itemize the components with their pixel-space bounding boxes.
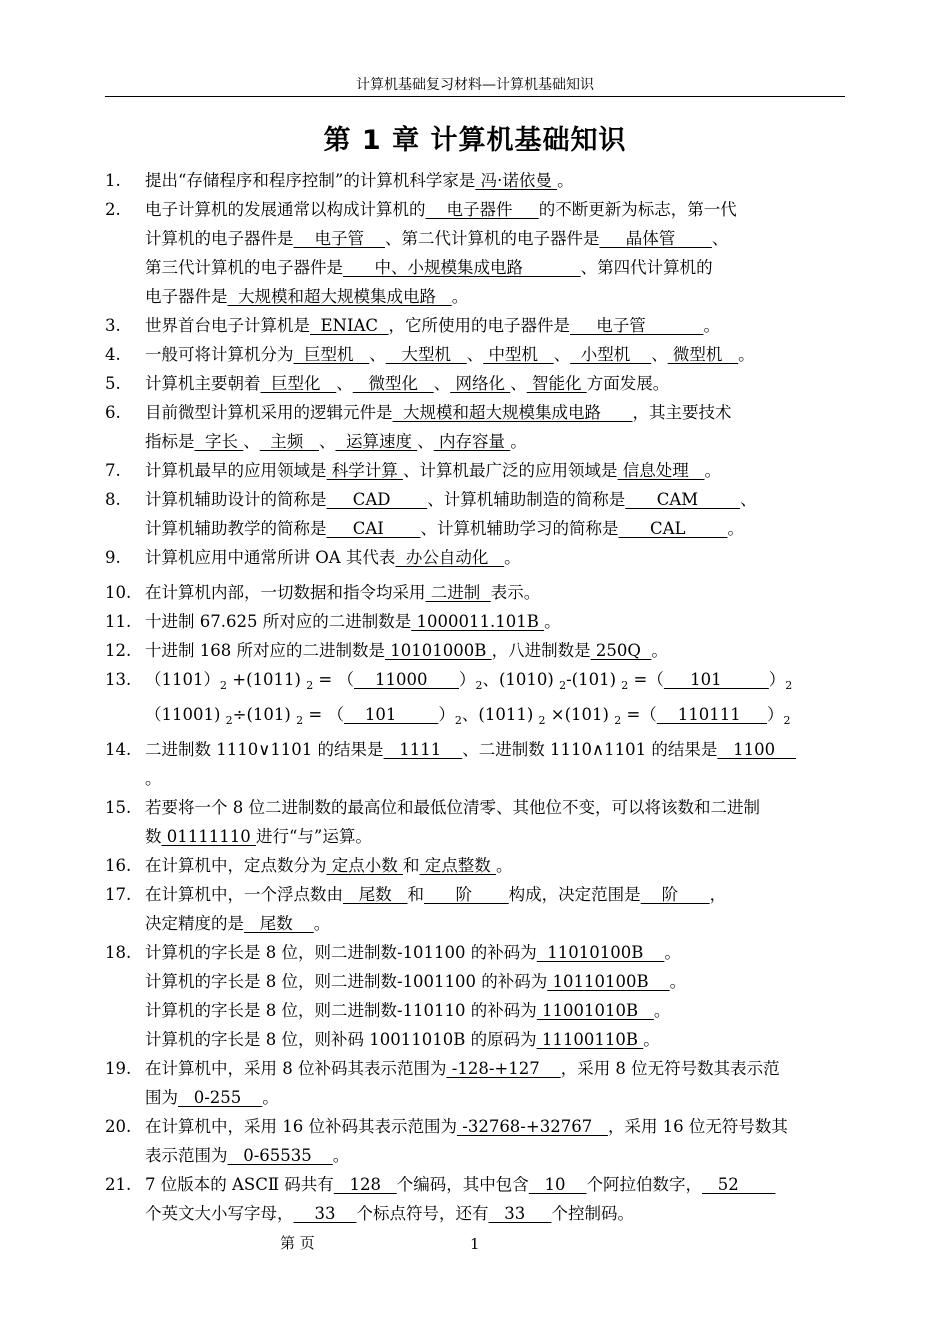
- text: 一般可将计算机分为: [145, 345, 294, 364]
- text: 在计算机内部，一切数据和指令均采用: [145, 583, 426, 602]
- text: 数: [145, 827, 162, 846]
- question-number: 13.: [105, 670, 132, 689]
- page-header: 计算机基础复习材料—计算机基础知识: [356, 77, 594, 93]
- answer-blank: 大规模和超大规模集成电路: [392, 403, 633, 422]
- text: 第三代计算机的电子器件是: [145, 258, 343, 277]
- question-number: 5.: [105, 374, 121, 393]
- subscript: 2: [783, 714, 791, 727]
- text: 、: [510, 374, 527, 393]
- text: 电子器件是: [145, 287, 228, 306]
- text: 。: [651, 641, 668, 660]
- text: 、: [651, 345, 668, 364]
- text: 十进制 67.625 所对应的二进制数是: [145, 612, 412, 631]
- answer-blank: 1111: [383, 740, 463, 759]
- question-number: 1.: [105, 171, 121, 190]
- answer-blank: CAL: [618, 519, 728, 538]
- answer-blank: 巨型机: [293, 345, 370, 364]
- text: 、第四代计算机的: [580, 258, 713, 277]
- text: 、: [466, 345, 484, 364]
- question-11: [105, 607, 850, 636]
- text: ，采用 8 位无符号数其表示范: [560, 1059, 780, 1078]
- text: 。: [510, 432, 527, 451]
- text: 。: [738, 345, 755, 364]
- question-10: [105, 578, 850, 607]
- answer-blank: 晶体管: [599, 229, 712, 248]
- question-17: [105, 880, 850, 938]
- answer-blank: 尾数: [244, 914, 314, 933]
- answer-blank: 10: [528, 1175, 587, 1194]
- answer-blank: 250Q: [590, 641, 652, 660]
- header-rule: [105, 96, 845, 97]
- question-number: 8.: [105, 490, 121, 509]
- subscript: 2: [296, 714, 304, 727]
- answer-blank: 内存容量: [433, 432, 511, 451]
- subscript: 2: [306, 679, 314, 692]
- text: 。: [145, 769, 162, 788]
- answer-blank: CAI: [326, 519, 421, 538]
- footer-page-number: 1: [470, 1235, 480, 1253]
- answer-blank: 101: [663, 670, 769, 689]
- answer-blank: 智能化: [526, 374, 587, 393]
- answer-blank: 办公自动化: [395, 548, 505, 567]
- text: ÷(101): [232, 705, 297, 724]
- text: 、(1011): [461, 705, 539, 724]
- answer-blank: 电子管: [293, 229, 385, 248]
- text: 。: [544, 612, 561, 631]
- question-4: [105, 340, 850, 369]
- text: 和: [407, 885, 424, 904]
- question-number: 18.: [105, 943, 132, 962]
- question-number: 21.: [105, 1175, 132, 1194]
- answer-blank: 二进制: [425, 583, 491, 602]
- text: 围为: [145, 1088, 178, 1107]
- answer-blank: 大型机: [385, 345, 467, 364]
- answer-blank: -128-+127: [446, 1059, 561, 1078]
- answer-blank: 定点整数: [419, 856, 496, 875]
- answer-blank: 字长: [194, 432, 244, 451]
- text: +(1011): [227, 670, 307, 689]
- answer-blank: 中、小规模集成电路: [343, 258, 581, 277]
- text: ）: [768, 670, 786, 689]
- text: 、第二代计算机的电子器件是: [384, 229, 600, 248]
- text: 提出“存储程序和程序控制”的计算机科学家是: [145, 171, 476, 190]
- text: 。: [262, 1088, 279, 1107]
- text: 。: [643, 1030, 660, 1049]
- question-1: [105, 166, 850, 195]
- question-number: 16.: [105, 856, 132, 875]
- answer-blank: 科学计算: [326, 461, 403, 480]
- question-18: [105, 938, 850, 1054]
- footer-page-label: 第 页: [280, 1234, 315, 1252]
- question-number: 6.: [105, 403, 121, 422]
- text: 。: [504, 548, 521, 567]
- subscript: 2: [538, 714, 546, 727]
- subscript: 2: [475, 679, 483, 692]
- question-15: [105, 793, 850, 851]
- question-number: 4.: [105, 345, 121, 364]
- question-3: [105, 311, 850, 340]
- text: 、: [243, 432, 260, 451]
- answer-blank: 11000: [354, 670, 459, 689]
- answer-blank: 01111110: [161, 827, 256, 846]
- subscript: 2: [454, 714, 462, 727]
- text: 、计算机最广泛的应用领域是: [403, 461, 618, 480]
- question-5: [105, 369, 850, 398]
- text: 、二进制数 1110∧1101 的结果是: [462, 740, 718, 759]
- text: 、: [318, 432, 336, 451]
- question-8: [105, 485, 850, 543]
- question-20: [105, 1112, 850, 1170]
- text: 个阿拉伯数字，: [586, 1175, 702, 1194]
- text: （11001): [145, 705, 226, 724]
- answer-blank: 运算速度: [335, 432, 418, 451]
- answer-blank: 0-65535: [227, 1146, 333, 1165]
- text: 构成，决定范围是: [508, 885, 641, 904]
- answer-blank: 阶: [423, 885, 509, 904]
- answer-blank: 主频: [259, 432, 319, 451]
- text: 。: [496, 856, 513, 875]
- answer-blank: ENIAC: [310, 316, 389, 335]
- question-19: [105, 1054, 850, 1112]
- text: 二进制数 1110∨1101 的结果是: [145, 740, 384, 759]
- text: 。: [332, 1146, 350, 1165]
- text: 个控制码。: [551, 1204, 634, 1223]
- text: 在计算机中，一个浮点数由: [145, 885, 343, 904]
- answer-blank: 定点小数: [326, 856, 403, 875]
- chapter-title: 第 1 章 计算机基础知识: [323, 125, 627, 156]
- subscript: 2: [621, 679, 629, 692]
- question-2: [105, 195, 850, 311]
- text: 计算机的字长是 8 位，则二进制数-1001100 的补码为: [145, 972, 548, 991]
- answer-blank: 11100110B: [536, 1030, 644, 1049]
- text: 、(1010): [482, 670, 560, 689]
- text: 在计算机中，采用 16 位补码其表示范围为: [145, 1117, 457, 1136]
- text: = （: [303, 705, 344, 724]
- answer-blank: -32768-+32767: [457, 1117, 608, 1136]
- answer-blank: 小型机: [570, 345, 652, 364]
- text: -(101): [566, 670, 622, 689]
- question-16: [105, 851, 850, 880]
- answer-blank: 101: [343, 705, 439, 724]
- text: 在计算机中，定点数分为: [145, 856, 327, 875]
- text: ，它所使用的电子器件是: [388, 316, 571, 335]
- text: 计算机辅助设计的简称是: [145, 490, 327, 509]
- answer-blank: 1100: [717, 740, 797, 759]
- answer-blank: 大规模和超大规模集成电路: [227, 287, 452, 306]
- text: 个标点符号，还有: [356, 1204, 489, 1223]
- text: ，采用 16 位无符号数其: [607, 1117, 788, 1136]
- text: 计算机的字长是 8 位，则二进制数-110110 的补码为: [145, 1001, 537, 1020]
- answer-blank: 微型机: [667, 345, 739, 364]
- question-number: 17.: [105, 885, 132, 904]
- question-number: 10.: [105, 583, 132, 602]
- text: 、: [740, 490, 757, 509]
- text: ，其主要技术: [632, 403, 732, 422]
- text: 、: [417, 432, 434, 451]
- text: 、: [433, 374, 451, 393]
- answer-blank: 网络化: [450, 374, 511, 393]
- answer-blank: 10101000B: [384, 641, 492, 660]
- text: 的不断更新为标志，第一代: [538, 200, 737, 219]
- answer-blank: 33: [488, 1204, 552, 1223]
- text: 。: [557, 171, 574, 190]
- text: 、: [553, 345, 571, 364]
- answer-blank: CAM: [625, 490, 741, 509]
- text: 7 位版本的 ASCⅡ 码共有: [145, 1175, 334, 1194]
- question-number: 11.: [105, 612, 132, 631]
- text: ，八进制数是: [491, 641, 591, 660]
- text: = （: [313, 670, 355, 689]
- question-6: [105, 398, 850, 456]
- text: 计算机的字长是 8 位，则补码 10011010B 的原码为: [145, 1030, 537, 1049]
- question-number: 9.: [105, 548, 121, 567]
- question-13: [105, 665, 850, 735]
- question-7: [105, 456, 850, 485]
- text: =（: [628, 670, 664, 689]
- text: 计算机辅助教学的简称是: [145, 519, 327, 538]
- answer-blank: 电子器件: [425, 200, 539, 219]
- question-list: [105, 166, 850, 1228]
- text: 。: [451, 287, 469, 306]
- subscript: 2: [220, 679, 227, 692]
- subscript: 2: [785, 679, 793, 692]
- answer-blank: CAD: [326, 490, 428, 509]
- question-14: [105, 735, 850, 793]
- text: 在计算机中，采用 8 位补码其表示范围为: [145, 1059, 447, 1078]
- answer-blank: 52: [701, 1175, 776, 1194]
- answer-blank: 11010100B: [536, 943, 665, 962]
- text: 若要将一个 8 位二进制数的最高位和最低位清零、其他位不变，可以将该数和二进制: [145, 798, 760, 817]
- text: 、计算机辅助制造的简称是: [427, 490, 626, 509]
- text: 计算机的电子器件是: [145, 229, 294, 248]
- answer-blank: 尾数: [343, 885, 408, 904]
- text: 、计算机辅助学习的简称是: [420, 519, 619, 538]
- text: ）: [766, 705, 784, 724]
- question-number: 20.: [105, 1117, 132, 1136]
- text: 计算机最早的应用领域是: [145, 461, 327, 480]
- question-number: 2.: [105, 200, 121, 219]
- text: 计算机主要朝着: [145, 374, 261, 393]
- text: 个英文大小写字母，: [145, 1204, 294, 1223]
- text: 和: [403, 856, 420, 875]
- text: ）: [458, 670, 476, 689]
- answer-blank: 冯·诺依曼: [475, 171, 558, 190]
- question-number: 19.: [105, 1059, 132, 1078]
- answer-blank: 中型机: [483, 345, 554, 364]
- question-number: 3.: [105, 316, 121, 335]
- text: 、: [711, 229, 729, 248]
- text: 计算机应用中通常所讲 OA 其代表: [145, 548, 396, 567]
- question-number: 15.: [105, 798, 132, 817]
- question-9: [105, 543, 850, 572]
- answer-blank: 1000011.101B: [411, 612, 545, 631]
- text: 十进制 168 所对应的二进制数是: [145, 641, 385, 660]
- text: 电子计算机的发展通常以构成计算机的: [145, 200, 426, 219]
- text: 表示。: [490, 583, 541, 602]
- answer-blank: 110111: [656, 705, 767, 724]
- answer-blank: 10110100B: [547, 972, 670, 991]
- text: 决定精度的是: [145, 914, 244, 933]
- answer-blank: 信息处理: [617, 461, 705, 480]
- text: =（: [621, 705, 657, 724]
- text: 目前微型计算机采用的逻辑元件是: [145, 403, 393, 422]
- answer-blank: 巨型化: [260, 374, 337, 393]
- text: ×(101): [545, 705, 615, 724]
- text: 。: [727, 519, 744, 538]
- text: ，: [709, 885, 727, 904]
- text: 、: [336, 374, 353, 393]
- text: 个编码，其中包含: [396, 1175, 529, 1194]
- question-12: [105, 636, 850, 665]
- question-21: [105, 1170, 850, 1228]
- text: 世界首台电子计算机是: [145, 316, 310, 335]
- text: 。: [703, 316, 720, 335]
- text: 、: [369, 345, 386, 364]
- text: 计算机的字长是 8 位，则二进制数-101100 的补码为: [145, 943, 537, 962]
- subscript: 2: [614, 714, 622, 727]
- text: 。: [664, 943, 681, 962]
- text: 。: [313, 914, 331, 933]
- answer-blank: 阶: [640, 885, 710, 904]
- question-number: 14.: [105, 740, 132, 759]
- answer-blank: 微型化: [352, 374, 434, 393]
- text: 指标是: [145, 432, 195, 451]
- text: 。: [669, 972, 687, 991]
- text: 表示范围为: [145, 1146, 228, 1165]
- question-number: 12.: [105, 641, 132, 660]
- answer-blank: 0-255: [178, 1088, 263, 1107]
- subscript: 2: [559, 679, 567, 692]
- text: 。: [704, 461, 721, 480]
- question-number: 7.: [105, 461, 121, 480]
- text: 进行“与”运算。: [255, 827, 372, 846]
- answer-blank: 11001010B: [536, 1001, 654, 1020]
- answer-blank: 电子管: [570, 316, 704, 335]
- text: （1101）: [145, 670, 220, 689]
- answer-blank: 128: [333, 1175, 397, 1194]
- text: 方面发展。: [586, 374, 670, 393]
- subscript: 2: [225, 714, 233, 727]
- answer-blank: 33: [293, 1204, 357, 1223]
- text: ）: [438, 705, 455, 724]
- text: 。: [653, 1001, 671, 1020]
